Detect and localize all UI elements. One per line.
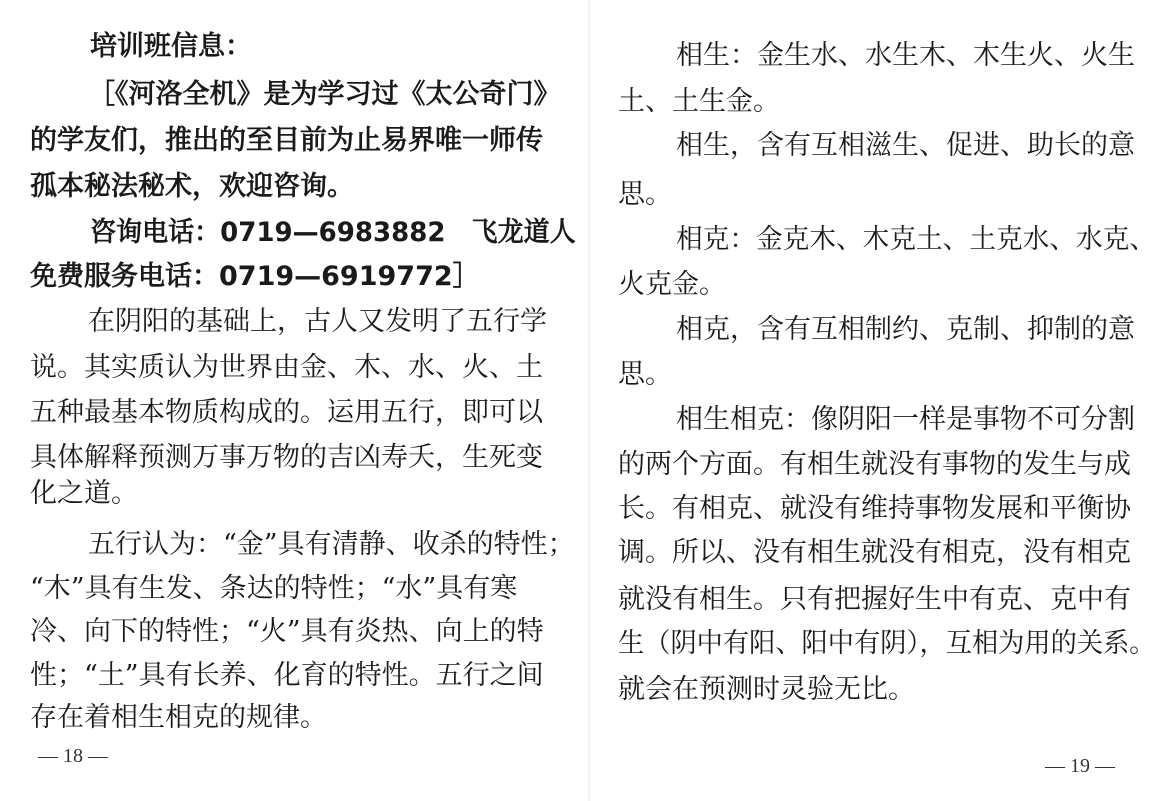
info-paragraph-line: 孤本秘法秘术，欢迎咨询。 <box>30 171 354 202</box>
paragraph-line: 调。所以、没有相生就没有相克，没有相克 <box>618 537 1131 568</box>
paragraph-line: 性；“土”具有长养、化育的特性。五行之间 <box>30 660 544 691</box>
paragraph-line: 生（阴中有阳、阳中有阴），互相为用的关系。 <box>618 628 1156 659</box>
paragraph-line: 相克：金克木、木克土、土克水、水克、 <box>676 224 1157 255</box>
paragraph-line: 思。 <box>618 359 672 390</box>
info-heading: 培训班信息： <box>90 31 252 62</box>
paragraph-line: 长。有相克、就没有维持事物发展和平衡协 <box>618 493 1131 524</box>
contact-phone-line: 咨询电话：0719—6983882 飞龙道人 <box>90 217 576 248</box>
paragraph-line: 具体解释预测万事万物的吉凶寿夭，生死变 <box>30 442 543 473</box>
paragraph-line: 冷、向下的特性；“火”具有炎热、向上的特 <box>30 616 544 647</box>
paragraph-line: 说。其实质认为世界由金、木、水、火、土 <box>30 352 543 383</box>
paragraph-line: 土、土生金。 <box>618 86 780 117</box>
paragraph-line: 相生相克：像阴阳一样是事物不可分割 <box>676 404 1135 435</box>
paragraph-line: 火克金。 <box>618 269 726 300</box>
paragraph-line: 五种最基本物质构成的。运用五行，即可以 <box>30 397 543 428</box>
paragraph-line: 在阴阳的基础上，古人又发明了五行学 <box>88 306 547 337</box>
paragraph-line: 就没有相生。只有把握好生中有克、克中有 <box>618 584 1131 615</box>
page-number: — 19 — <box>1045 755 1115 777</box>
paragraph-line: “木”具有生发、条达的特性；“水”具有寒 <box>30 573 518 604</box>
service-phone-line: 免费服务电话：0719—6919772］ <box>30 261 480 292</box>
paragraph-line: 相生，含有互相滋生、促进、助长的意 <box>676 130 1135 161</box>
paragraph-line: 存在着相生相克的规律。 <box>30 702 327 733</box>
info-paragraph-line: ［《河洛全机》是为学习过《太公奇门》 <box>88 79 561 110</box>
paragraph-line: 就会在预测时灵验无比。 <box>618 674 915 705</box>
paragraph-line: 思。 <box>618 179 672 210</box>
paragraph-line: 化之道。 <box>30 478 138 509</box>
right-page <box>590 0 1170 801</box>
paragraph-line: 相生：金生水、水生木、木生火、火生 <box>676 40 1135 71</box>
info-paragraph-line: 的学友们，推出的至目前为止易界唯一师传 <box>30 125 543 156</box>
paragraph-line: 五行认为：“金”具有清静、收杀的特性； <box>88 529 575 560</box>
page-number: — 18 — <box>38 745 108 767</box>
paragraph-line: 的两个方面。有相生就没有事物的发生与成 <box>618 449 1131 480</box>
paragraph-line: 相克，含有互相制约、克制、抑制的意 <box>676 314 1135 345</box>
